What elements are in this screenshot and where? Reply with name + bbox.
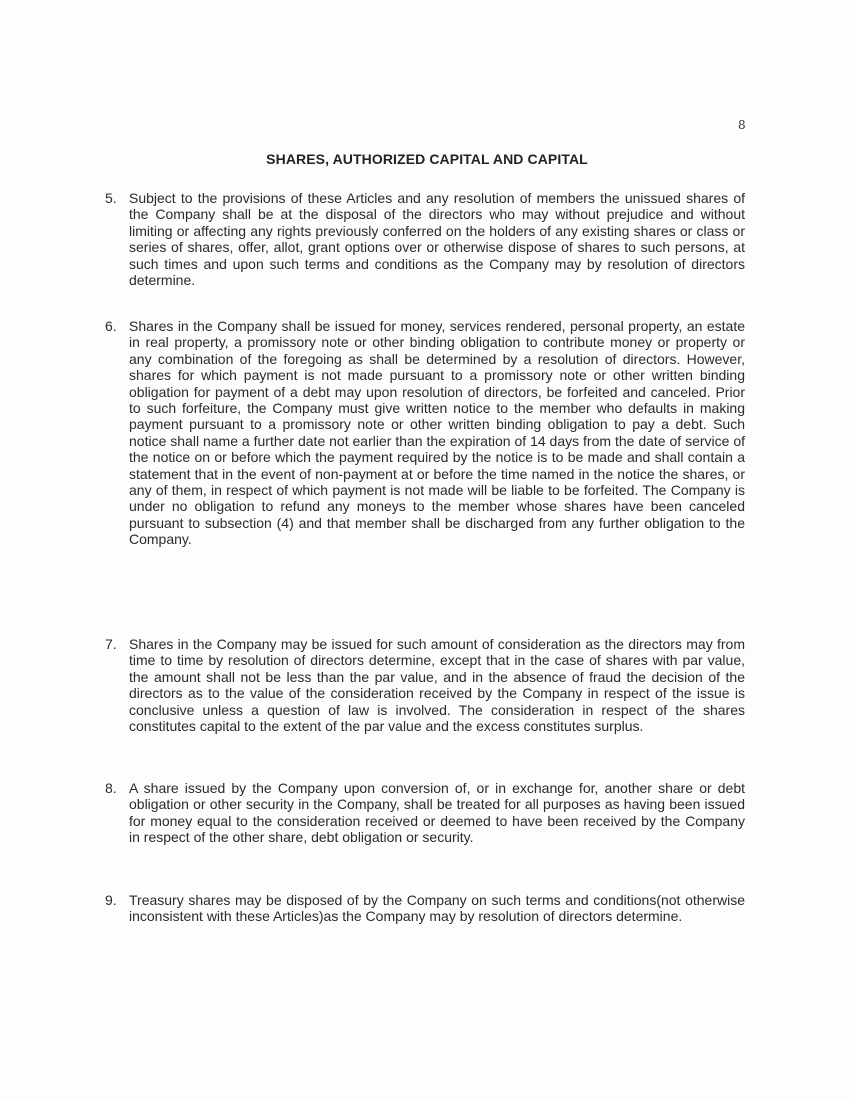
clause-5 — [105, 190, 745, 318]
clause-number: 7. — [105, 636, 117, 652]
page-number: 8 — [738, 118, 746, 132]
clause-text: Shares in the Company may be issued for such amount of consideration as the directors may from time to time by resolution of directors determine, except that in the case of shares with par value, the amount shall not be less than the par value, and in the absence of fraud the decision of the directors as to the value of the consideration received by the Company in respect of the issue is conclusive unless a question of law is involved. The consideration in respect of the shares constitutes capital to the extent of the par value and the excess constitutes surplus. — [129, 636, 745, 735]
clause-list — [105, 190, 745, 925]
clause-number: 9. — [105, 892, 117, 908]
clause-number: 8. — [105, 780, 117, 796]
clause-9 — [105, 892, 745, 925]
clause-text: Shares in the Company shall be issued for money, services rendered, personal property, an estate in real property, a promissory note or other binding obligation to contribute money or property or any combination of the foregoing as shall be determined by a resolution of directors. However, shares for which payment is not made pursuant to a promissory note or other written binding obligation for payment of a debt may upon resolution of directors, be forfeited and canceled. Prior to such forfeiture, the Company must give written notice to the member who defaults in making payment pursuant to a promissory note or other written binding obligation to pay a debt. Such notice shall name a further date not earlier than the expiration of 14 days from the date of service of the notice on or before which the payment required by the notice is to be made and shall contain a statement that in the event of non-payment at or before the time named in the notice the shares, or any of them, in respect of which payment is not made will be liable to be forfeited. The Company is under no obligation to refund any moneys to the member whose shares have been canceled pursuant to subsection (4) and that member shall be discharged from any further obligation to the Company. — [129, 318, 745, 548]
clause-text: Subject to the provisions of these Articles and any resolution of members the unissued shares of the Company shall be at the disposal of the directors who may without prejudice and without limiting or affecting any rights previously conferred on the holders of any existing shares or class or series of shares, offer, allot, grant options over or otherwise dispose of shares to such persons, at such times and upon such terms and conditions as the Company may by resolution of directors determine. — [129, 190, 745, 289]
clause-7 — [105, 636, 745, 780]
clause-text: A share issued by the Company upon conversion of, or in exchange for, another share or debt obligation or other security in the Company, shall be treated for all purposes as having been issued for money equal to the consideration received or deemed to have been received by the Company in respect of the other share, debt obligation or security. — [129, 780, 745, 846]
clause-text: Treasury shares may be disposed of by the Company on such terms and conditions(not otherwise inconsistent with these Articles)as the Company may by resolution of directors determine. — [129, 892, 745, 925]
clause-number: 6. — [105, 318, 117, 334]
clause-8 — [105, 780, 745, 892]
clause-number: 5. — [105, 190, 117, 206]
clause-6 — [105, 318, 745, 636]
section-title: SHARES, AUTHORIZED CAPITAL AND CAPITAL — [266, 151, 588, 167]
